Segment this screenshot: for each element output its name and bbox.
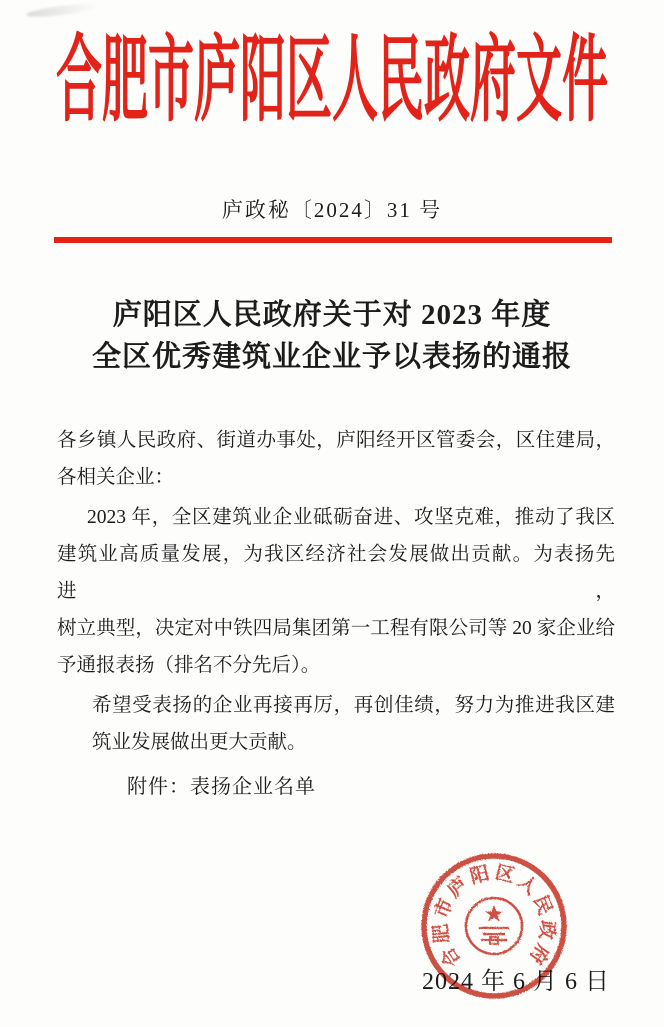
body-paragraph2-line: 筑业发展做出更大贡献。	[92, 732, 307, 753]
body-paragraph1-line: 建筑业高质量发展，为我区经济社会发展做出贡献。为表扬先进，	[57, 544, 615, 602]
document-title	[0, 294, 664, 378]
body-paragraph1-line: 2023 年，全区建筑业企业砥砺奋进、攻坚克难，推动了我区	[87, 507, 615, 528]
body-paragraph1-line: 予通报表扬（排名不分先后）。	[57, 655, 321, 676]
seal-text: 合肥市庐阳区人民政府	[430, 862, 558, 971]
scan-smudge	[26, 2, 99, 20]
red-divider-line	[54, 237, 612, 243]
body-paragraph2-line: 希望受表扬的企业再接再厉，再创佳绩，努力为推进我区建	[92, 695, 615, 716]
document-title-line2: 全区优秀建筑业企业予以表扬的通报	[91, 341, 572, 373]
red-header-title: 合肥市庐阳区人民政府文件	[56, 27, 608, 133]
national-emblem-icon	[466, 898, 522, 954]
document-number: 庐政秘〔2024〕31 号	[221, 198, 443, 222]
issue-date: 2024 年 6 月 6 日	[422, 969, 610, 995]
official-seal	[414, 846, 574, 1006]
salutation-line: 各相关企业：	[57, 467, 175, 488]
salutation-line: 各乡镇人民政府、街道办事处，庐阳经开区管委会，区住建局，	[57, 430, 615, 451]
document-body	[57, 422, 615, 761]
attachment-note: 附件：表扬企业名单	[127, 776, 316, 798]
body-paragraph1-line: 树立典型，决定对中铁四局集团第一工程有限公司等 20 家企业给	[57, 618, 615, 639]
document-title-line1: 庐阳区人民政府关于对 2023 年度	[112, 299, 552, 331]
